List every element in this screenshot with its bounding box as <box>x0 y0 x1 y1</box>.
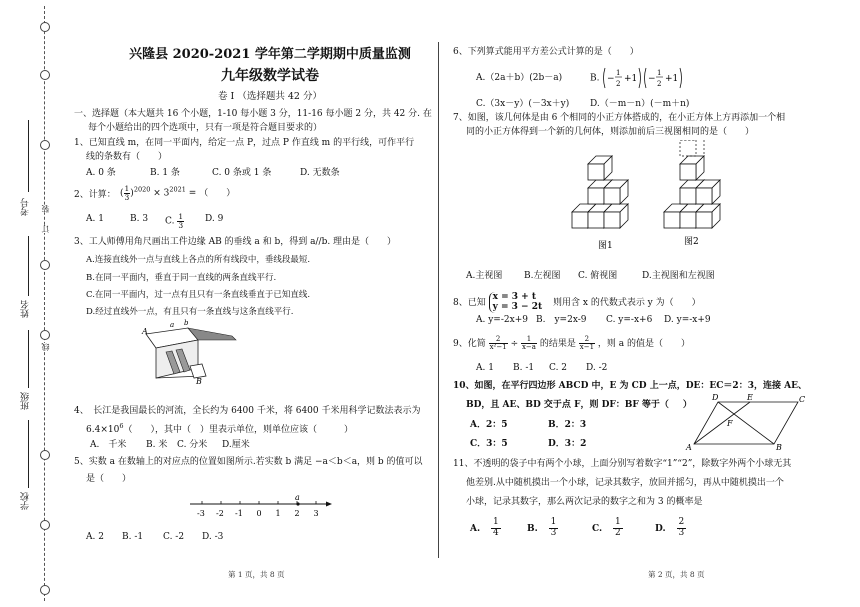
q5-stem-line-1: 5、实数 a 在数轴上的对应点的位置如图所示.若实数 b 满足 −a＜b＜a，则 b 的值可以 <box>74 457 423 467</box>
q2-option-d[interactable]: D. 9 <box>205 214 224 224</box>
q7-figure-1-label: 图1 <box>598 241 613 251</box>
q3-fig-label-line-b: b <box>184 319 189 327</box>
label-school: 学校 <box>21 492 31 510</box>
q4-option-a[interactable]: A. 千米 <box>90 440 127 450</box>
numline-tick-label: 0 <box>256 509 262 518</box>
numline-tick-label: 3 <box>313 509 319 518</box>
q8-eq-1: x = 3 + t <box>492 292 537 302</box>
q6-option-b[interactable]: B. − 1 2 +1 − 1 2 +1 <box>590 66 688 90</box>
svg-text:+1: +1 <box>665 74 679 84</box>
instructions-line-1: 一、选择题（本大题共 16 个小题，1-10 每小题 3 分，11-16 每小题 2 分，共 42 分. 在 <box>74 109 432 119</box>
q11-option-a[interactable]: A. $\frac{1}{4}$ <box>470 517 499 538</box>
q4-stem-line-1: 4、 长江是我国最长的河流，全长约为 6400 千米，将 6400 千米用科学记数法表示为 <box>74 406 421 416</box>
q7-figure-cubes <box>564 140 744 252</box>
q1-stem-line-2: 线的条数有（ ） <box>86 152 168 162</box>
q10-label-c: C <box>799 395 806 404</box>
q10-label-d: D <box>712 393 719 402</box>
q2-expression: ( $\frac{1}{3}$ )$^{2020} \times 3^{2021}$ = （ ） <box>120 184 236 202</box>
exam-subtitle: 九年级数学试卷 <box>221 68 319 84</box>
q11-option-d[interactable]: D. $\frac{2}{3}$ <box>655 517 685 538</box>
svg-text:2: 2 <box>657 80 662 88</box>
q1-option-b[interactable]: B. 1 条 <box>150 168 180 178</box>
q2-mid: × 3 <box>153 188 170 199</box>
q10-option-c[interactable]: C．3：5 <box>470 439 508 449</box>
q6-option-d[interactable]: D.（－m－n）(－m＋n) <box>590 99 690 109</box>
q4-option-c[interactable]: C. 分米 <box>177 440 208 450</box>
binding-hole <box>40 520 50 530</box>
svg-text:−: − <box>607 74 615 84</box>
svg-text:+1: +1 <box>624 74 638 84</box>
binding-hole <box>40 585 50 595</box>
q5-stem-line-2: 是（ ） <box>86 474 132 484</box>
q3-stem: 3、工人师傅用角尺画出工件边缘 AB 的垂线 a 和 b，得到 a//b. 理由是（ ） <box>74 237 397 247</box>
q1-option-d[interactable]: D. 无数条 <box>300 168 340 178</box>
q11-option-c[interactable]: C. $\frac{1}{2}$ <box>592 517 621 538</box>
q8-eq-2: y = 3 − 2t <box>492 302 543 313</box>
q9-option-c[interactable]: C. 2 <box>549 363 568 373</box>
cut-char-ding: 订 <box>41 225 50 233</box>
numline-point-label: a <box>295 493 300 502</box>
numline-tick-label: -2 <box>216 509 224 518</box>
q4-option-b[interactable]: B. 米 <box>146 440 168 450</box>
q7-stem-line-1: 7、如图，该几何体是由 6 个相同的小正方体搭成的，在小正方体上方再添加一个相 <box>453 113 786 123</box>
q8-option-c[interactable]: C. y=-x+6 <box>606 315 653 325</box>
q9-option-a[interactable]: A. 1 <box>476 363 494 373</box>
q8-option-d[interactable]: D. y=-x+9 <box>664 315 711 325</box>
label-class: 班级 <box>21 392 31 410</box>
q2-stem: 2、计算： <box>74 190 116 200</box>
q5-option-b[interactable]: B. -1 <box>122 532 144 542</box>
q3-option-a[interactable]: A.连接直线外一点与直线上各点的所有线段中，垂线段最短. <box>86 255 311 265</box>
q2-exp-2: 2021 <box>169 185 186 194</box>
q1-option-a[interactable]: A. 0 条 <box>86 168 116 178</box>
q7-option-d[interactable]: D.主视图和左视图 <box>642 271 715 281</box>
binding-hole <box>40 70 50 80</box>
q10-option-d[interactable]: D．3：2 <box>548 439 587 449</box>
q7-option-b[interactable]: B.左视图 <box>524 271 561 281</box>
q2-exp-1: 2020 <box>133 185 151 194</box>
numline-tick-label: -1 <box>235 509 243 518</box>
q8-stem: 8、已知 x = 3 + t y = 3 − 2t 则用含 x 的代数式表示 y 为（ ） <box>453 292 701 313</box>
q3-option-b[interactable]: B.在同一平面内，垂直于同一直线的两条直线平行. <box>86 273 277 283</box>
q3-fig-label-b: B <box>196 377 202 386</box>
q5-option-a[interactable]: A. 2 <box>86 532 104 542</box>
section-heading: 卷 I （选择题共 42 分） <box>218 91 322 102</box>
school-blank[interactable] <box>28 420 29 488</box>
q10-figure-parallelogram <box>682 392 812 454</box>
label-exam-number: 考号 <box>21 198 31 216</box>
label-name: 姓名 <box>21 300 31 318</box>
q3-fig-label-line-a: a <box>170 321 175 329</box>
q10-label-a: A <box>686 443 692 452</box>
q2-tail: = （ ） <box>188 188 236 199</box>
page-footer-1: 第 1 页，共 8 页 <box>228 570 285 579</box>
q3-figure-workpiece <box>140 318 240 390</box>
page-footer-2: 第 2 页，共 8 页 <box>648 570 705 579</box>
q3-fig-label-a: A <box>142 327 148 336</box>
q6-option-c[interactable]: C.（3x－y）(－3x＋y) <box>476 99 570 109</box>
binding-hole <box>40 22 50 32</box>
q2-option-b[interactable]: B. 3 <box>130 214 149 224</box>
cut-char-zhuang: 装 <box>41 205 50 213</box>
binding-hole <box>40 260 50 270</box>
column-divider <box>438 42 439 558</box>
q3-option-c[interactable]: C.在同一平面内，过一点有且只有一条直线垂直于已知直线. <box>86 290 311 300</box>
svg-text:1: 1 <box>616 69 621 77</box>
exam-title: 兴隆县 2020-2021 学年第二学期期中质量监测 <box>129 47 411 62</box>
q5-number-line <box>186 492 336 520</box>
q11-option-b[interactable]: B. $\frac{1}{3}$ <box>527 517 557 538</box>
binding-hole <box>40 330 50 340</box>
svg-text:1: 1 <box>657 69 662 77</box>
cut-char-xian: 线 <box>41 343 50 351</box>
q10-label-e: E <box>747 393 753 402</box>
q6-option-b-expression <box>602 66 688 90</box>
q4-stem-line-2: $6.4\times 10^6$（ ），其中（ ）里表示单位，则单位应该（ ） <box>86 422 353 435</box>
q11-stem-line-1: 11、不透明的袋子中有两个小球，上面分别写着数字“1”“2”，除数字外两个小球无其 <box>453 459 792 469</box>
q10-label-b: B <box>776 443 782 452</box>
q7-option-c[interactable]: C. 俯视图 <box>578 271 618 281</box>
q10-option-b[interactable]: B．2：3 <box>548 420 587 430</box>
q2-option-a[interactable]: A. 1 <box>86 214 104 224</box>
q6-stem: 6、下列算式能用平方差公式计算的是（ ） <box>453 47 639 57</box>
q11-stem-line-3: 小球，记录其数字，那么两次记录的数字之和为 3 的概率是 <box>466 497 703 507</box>
q10-stem-line-2: BD，且 AE、BD 交于点 F，则 DF：BF 等于（ ） <box>466 400 692 410</box>
q7-stem-line-2: 同的小正方体得到一个新的几何体，则添加前后三视图相同的是（ ） <box>466 127 755 137</box>
binding-hole <box>40 450 50 460</box>
q1-option-c[interactable]: C. 0 条或 1 条 <box>212 168 272 178</box>
exam-number-blank[interactable] <box>28 120 29 192</box>
binding-hole <box>40 140 50 150</box>
q5-option-c[interactable]: C. -2 <box>163 532 185 542</box>
q8-option-a[interactable]: A. y=-2x+9 <box>476 315 528 325</box>
q7-option-a[interactable]: A.主视图 <box>466 271 503 281</box>
q7-figure-2-label: 图2 <box>684 237 699 247</box>
q5-option-d[interactable]: D. -3 <box>202 532 224 542</box>
q10-option-a[interactable]: A．2：5 <box>470 420 508 430</box>
q10-label-f: F <box>727 419 733 428</box>
q2-option-c[interactable]: C. $\frac{1}{3}$ <box>165 212 184 230</box>
q8-option-b[interactable]: B. y=2x-9 <box>536 315 587 325</box>
svg-text:−: − <box>648 74 656 84</box>
q11-stem-line-2: 他差别.从中随机摸出一个小球，记录其数字，放回并摇匀，再从中随机摸出一个 <box>466 478 784 488</box>
q2-frac-num: 1 <box>124 184 130 193</box>
cut-line <box>44 6 45 601</box>
q9-option-b[interactable]: B. -1 <box>513 363 535 373</box>
q4-option-d[interactable]: D.厘米 <box>222 440 250 450</box>
q3-option-d[interactable]: D.经过直线外一点，有且只有一条直线与这条直线平行. <box>86 307 294 317</box>
numline-tick-label: -3 <box>197 509 205 518</box>
name-blank[interactable] <box>28 236 29 296</box>
instructions-line-2: 每个小题给出的四个选项中，只有一项是符合题目要求的） <box>88 123 323 133</box>
q6-option-a[interactable]: A.（2a＋b）(2b－a) <box>476 73 563 83</box>
numline-tick-label: 1 <box>275 509 281 518</box>
q9-option-d[interactable]: D. -2 <box>586 363 608 373</box>
q2-frac-den: 3 <box>124 192 130 202</box>
q10-stem-line-1: 10、如图，在平行四边形 ABCD 中，E 为 CD 上一点，DE：EC＝2：3，连接 AE、 <box>453 381 807 391</box>
q9-stem: 9、化简 $\frac{2}{\text{x²−1}}$ ÷ $\frac{1}{x-a}$ 的结果是 $\frac{2}{x-1}$ ，则 a 的值是（ ） <box>453 335 690 351</box>
class-blank[interactable] <box>28 330 29 388</box>
binding-margin <box>0 0 58 607</box>
q1-stem-line-1: 1、已知直线 m，在同一平面内，给定一点 P，过点 P 作直线 m 的平行线，可作平行 <box>74 138 415 148</box>
svg-text:2: 2 <box>616 80 621 88</box>
numline-tick-label: 2 <box>294 509 300 518</box>
